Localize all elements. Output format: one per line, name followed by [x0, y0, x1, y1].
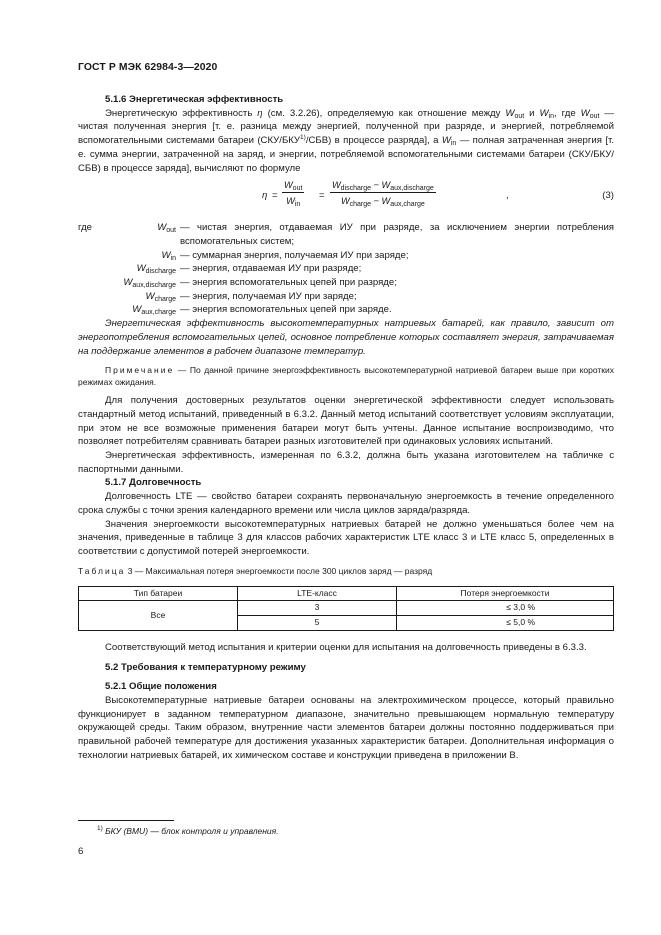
definition-row: $W_{charge}$ — энергия, получаемая ИУ при заряде;	[145, 290, 357, 303]
table-cell-battery-type: Все	[79, 601, 238, 630]
formula-equals-2: =	[319, 190, 325, 202]
formula-fraction-out-in: $W_{out}$ $W_{in}$	[284, 180, 303, 209]
table-header-cell: LTE-класс	[238, 586, 397, 601]
table-cell-capacity-loss: ≤ 3,0 %	[397, 601, 614, 616]
definition-row: $W_{in}$ — суммарная энергия, получаемая ИУ при заряде;	[161, 249, 409, 262]
document-header: ГОСТ Р МЭК 62984-3—2020	[78, 62, 218, 73]
footnote-text: БКУ (BMU) — блок контроля и управления.	[102, 826, 279, 836]
definition-row: $W_{discharge}$ — энергия, отдаваемая ИУ при разряде;	[136, 263, 362, 276]
section-heading-5-1-7: 5.1.7 Долговечность	[105, 477, 202, 489]
paragraph-durability-test-reference: Соответствующий метод испытания и критерии оценки для испытания на долговечность приведены в 6.3.3.	[105, 641, 587, 653]
section-heading-5-2: 5.2 Требования к температурному режиму	[105, 661, 306, 673]
formula-eta: η	[262, 190, 268, 202]
italic-remark: Энергетическая эффективность высокотемпературных натриевых батарей, как правило, зависит от энергопотребления вспомогательных цепей, основное потребление которых составляет энергия, затрачиваемая на поддержание элементов в рабочем диапазоне температур.	[78, 318, 614, 357]
formula-3	[78, 179, 614, 213]
table-row	[79, 601, 614, 616]
table-header-cell: Тип батареи	[79, 586, 238, 601]
definition-row: где $W_{out}$ — чистая энергия, отдаваемая ИУ при разряде, за исключением энергии потребления вспомогательных систем;	[78, 222, 614, 247]
note	[78, 364, 614, 388]
capacity-loss-table	[78, 586, 614, 631]
formula-equals-1: =	[272, 190, 278, 202]
table-header-cell: Потеря энергоемкости	[397, 586, 614, 601]
definition-row: $W_{aux,discharge}$ — энергия вспомогательных цепей при разряде;	[123, 277, 397, 290]
table-header-row	[79, 586, 614, 601]
formula-number: (3)	[602, 190, 614, 202]
footnote-mark: 1)	[97, 825, 103, 832]
table-cell-capacity-loss: ≤ 5,0 %	[397, 616, 614, 631]
paragraph-lte-limits: Значения энергоемкости высокотемпературных натриевых батарей не должно уменьшаться более чем на значения, приведенные в таблице 3 для классов рабочих характеристик LTE класс 3 и LTE класс 5, определенных в соответствии с допустимой потерей энергоемкости.	[78, 518, 614, 557]
note-text: — По данной причине энергоэффективность высокотемпературной натриевой батареи выше при коротких режимах ожидания.	[78, 365, 614, 388]
page-number: 6	[78, 846, 84, 857]
table-cell-lte-class: 5	[238, 616, 397, 631]
footnote-divider	[78, 820, 174, 821]
symbol-definitions	[78, 221, 614, 317]
note-label: Примечание	[105, 365, 175, 376]
paragraph-temperature-general: Высокотемпературные натриевые батареи основаны на электрохимическом процессе, который правильно функционирует в заданном температурном диапазоне, значительно превышающем нормальную температуру окружающей среды. Таким образом, внутренние части элементов батареи должны постоянно поддерживаться при правильной рабочей температуре для достижения указанных характеристик батареи. Дополнительная информация о технологии натриевых батарей, их химическом составе и конструкции приведена в приложении В.	[78, 694, 614, 761]
table-caption: Таблица 3 — Максимальная потеря энергоемкости после 300 циклов заряд — разряд	[78, 565, 433, 576]
paragraph-test-method: Для получения достоверных результатов оценки энергетической эффективности следует использовать стандартный метод испытаний, приведенный в 6.3.2. Данный метод испытаний соответствует условиям эксплуатации, при этом не все возможные применения батареи могут быть учтены. Данное испытание воспроизводимо, что позволяет потребителям сравнивать батареи разных изготовителей при одинаковых условиях испытаний.	[78, 395, 614, 448]
document-body	[78, 93, 614, 762]
formula-comma: ,	[506, 190, 509, 202]
footnote	[97, 826, 279, 837]
paragraph-nameplate: Энергетическая эффективность, измеренная по 6.3.2, должна быть указана изготовителем на табличке с паспортными данными.	[78, 450, 614, 475]
section-heading-5-1-6: 5.1.6 Энергетическая эффективность	[105, 94, 284, 105]
table-cell-lte-class: 3	[238, 601, 397, 616]
paragraph-lte-definition: Долговечность LTE — свойство батареи сохранять первоначальную энергоемкость в течение определенного срока службы с точки зрения календарного времени или числа циклов заряда/разряда.	[78, 491, 614, 516]
paragraph-energy-efficiency-definition: Энергетическую эффективность η (см. 3.2.26), определяемую как отношение между $W_{out}$ и $W_{in}$, где $W_{out}$ — чистая полученная энергия [т. е. разница между энергией, полученной при разряде, и энергией, потребляемой вспомогательными системами батареи (СКУ/БКУ$^{1)}$/СБВ) в процессе разряда], а $W_{in}$ — полная затраченная энергия [т. е. сумма энергии, затраченной на заряд, и энергии, потребляемой вспомогательными системами батареи (СКУ/БКУ/СБВ) в процессе заряда], вычисляют по формуле	[78, 107, 615, 174]
section-heading-5-2-1: 5.2.1 Общие положения	[105, 681, 217, 693]
formula-fraction-expanded: $W_{discharge} - W_{aux,discharge}$ $W_{charge} - W_{aux,charge}$	[332, 180, 434, 209]
definition-row: $W_{aux,charge}$ — энергия вспомогательных цепей при заряде.	[132, 304, 392, 317]
